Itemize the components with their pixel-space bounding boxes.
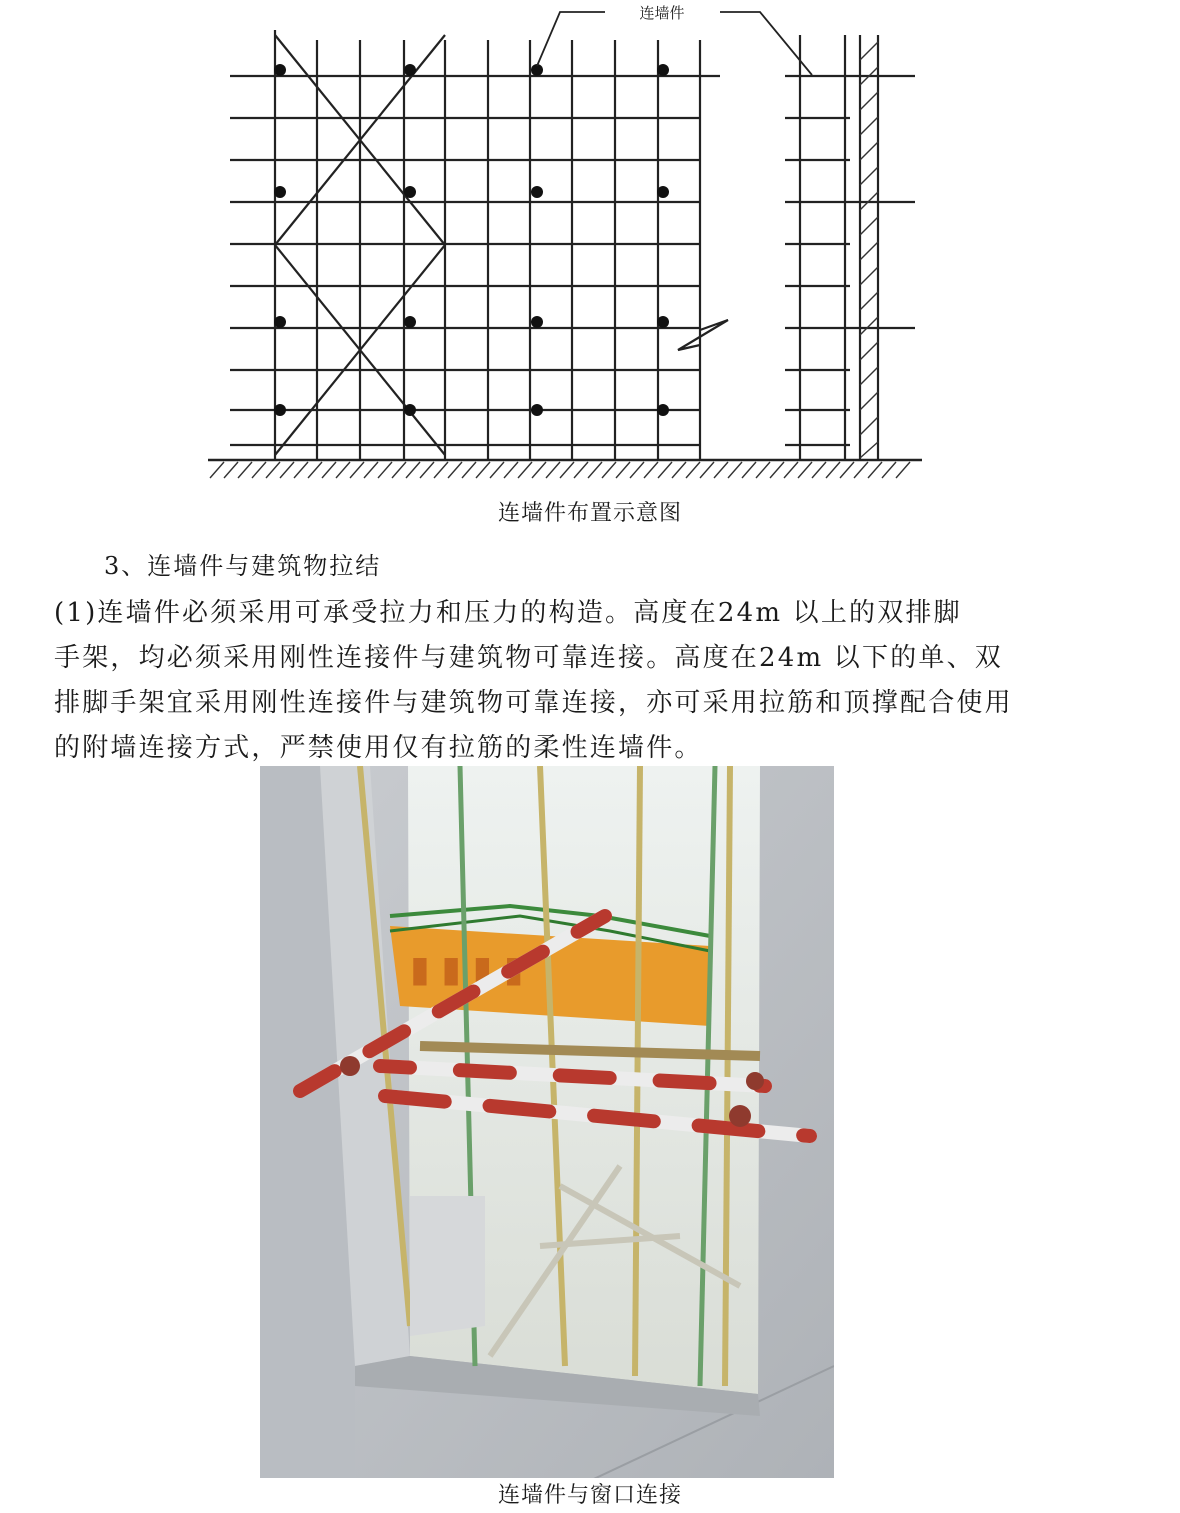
paragraph-line: (1)连墙件必须采用可承受拉力和压力的构造。高度在24m 以上的双排脚: [54, 598, 962, 628]
scaffold-grid: [230, 30, 720, 460]
paragraph-line: 排脚手架宜采用刚性连接件与建筑物可靠连接，亦可采用拉筋和顶撑配合使用: [54, 688, 1013, 718]
diagram-caption: 连墙件布置示意图: [497, 501, 682, 526]
break-line: [678, 320, 728, 350]
wall-hatch: [860, 42, 878, 458]
wall-tie-dots: [274, 64, 669, 416]
ground-hatch: [210, 462, 910, 478]
paragraph-line: 手架，均必须采用刚性连接件与建筑物可靠连接。高度在24m 以下的单、双: [54, 643, 1004, 673]
photo-caption: 连墙件与窗口连接: [497, 1483, 682, 1508]
photo-illustration: [260, 766, 834, 1478]
callout-label: 连墙件: [639, 4, 685, 22]
side-section: [785, 35, 915, 460]
window-wall-tie-photo: [260, 766, 834, 1478]
paragraph-line: 的附墙连接方式，严禁使用仅有拉筋的柔性连墙件。: [54, 733, 703, 763]
svg-text:▮ ▮ ▮ ▮: ▮ ▮ ▮ ▮: [410, 949, 524, 990]
section-heading: 3、连墙件与建筑物拉结: [104, 552, 382, 580]
wall-tie-layout-diagram: [200, 0, 930, 485]
diagram-svg: [200, 0, 930, 485]
